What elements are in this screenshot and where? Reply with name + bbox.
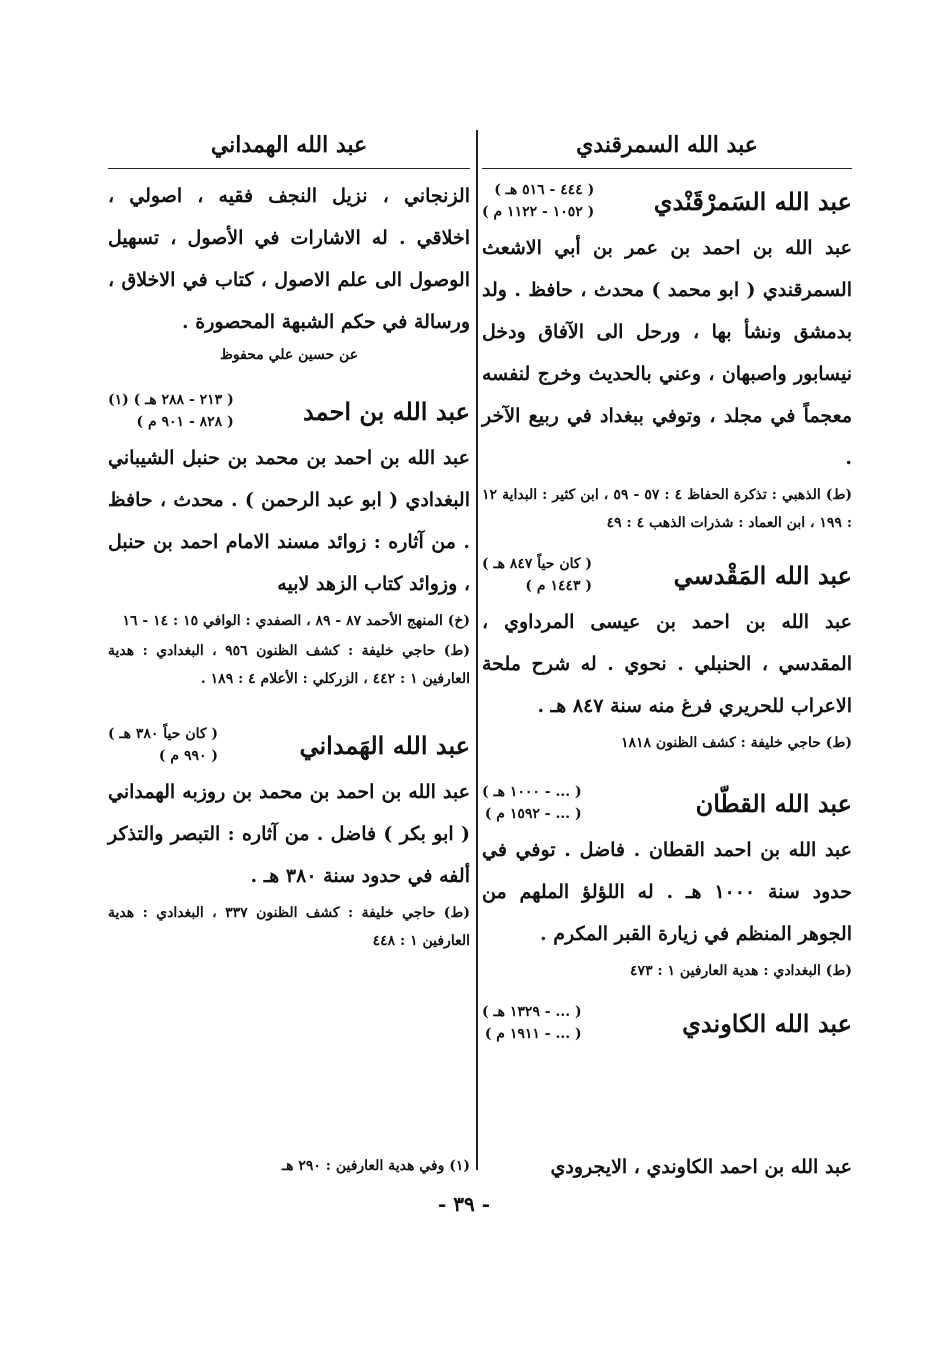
entry-dates: [482, 781, 582, 825]
entry-reference: (ط) حاجي خليفة : كشف الظنون ٣٣٧ ، البغدادي : هدية العارفين ١ : ٤٤٨: [108, 905, 470, 949]
dates-miladi: ( ١٠٥٢ - ١١٢٢ م ): [482, 204, 595, 220]
dates-miladi: ( ٩٩٠ م ): [158, 748, 219, 764]
dates-hijri: ( ٢١٣ - ٢٨٨ هـ ) (١): [108, 392, 234, 408]
entry-qattan: [482, 781, 852, 985]
entry-dates: [482, 179, 594, 223]
entry-kawandi: [482, 1001, 852, 1045]
entry-name: عبد الله الكاوندي: [682, 1008, 852, 1038]
entry-name: عبد الله القطّان: [695, 788, 852, 818]
entry-hamadani: [108, 723, 470, 955]
dates-miladi: ( ٨٢٨ - ٩٠١ م ): [136, 414, 234, 430]
continued-entry-text: عبد الله بن احمد الكاوندي ، الايجرودي: [550, 1156, 852, 1178]
running-head-right: عبد الله السمرقندي: [482, 122, 852, 169]
dates-hijri: ( كان حياً ٨٤٧ هـ ): [482, 556, 593, 572]
column-divider: [476, 130, 478, 1170]
footnote: (١) وفي هدية العارفين : ٢٩٠ هـ: [281, 1158, 470, 1174]
entry-name: عبد الله الهَمداني: [299, 730, 470, 760]
entry-dates: [482, 1001, 582, 1045]
entry-body: عبد الله بن احمد القطان . فاضل . توفي في حدود سنة ١٠٠٠ هـ . له اللؤلؤ الملهم من الجوهر المنظم في زيارة القبر المكرم .: [482, 839, 852, 945]
entry-reference: (ط) البغدادي : هدية العارفين ١ : ٤٧٣: [630, 963, 852, 979]
entry-name: عبد الله المَقْدسي: [673, 560, 852, 590]
entry-dates: [482, 553, 592, 597]
dates-miladi: ( ... - ١٩١١ م ): [484, 1026, 582, 1042]
dates-hijri: ( كان حياً ٣٨٠ هـ ): [108, 726, 219, 742]
entry-dates: [108, 723, 218, 767]
dates-miladi: ( ... - ١٥٩٢ م ): [484, 806, 582, 822]
continued-body: الزنجاني ، نزيل النجف فقيه ، اصولي ، اخلاقي . له الاشارات في الأصول ، تسهيل الوصول الى علم الاصول ، كتاب في الاخلاق ، ورسالة في حكم الشبهة المحصورة .: [108, 185, 470, 333]
entry-reference-manuscript: (خ) المنهج الأحمد ٨٧ - ٨٩ ، الصفدي : الوافي ١٥ : ١٤ - ١٦: [122, 613, 470, 629]
running-head-left: عبد الله الهمداني: [108, 122, 470, 169]
entry-maqdisi: [482, 553, 852, 757]
entry-dates: [108, 389, 234, 433]
entry-body: عبد الله بن احمد بن محمد بن حنبل الشيباني البغدادي ( ابو عبد الرحمن ) . محدث ، حافظ . من آثاره : زوائد مسند الامام احمد بن حنبل ، وزوائد كتاب الزهد لابيه: [108, 447, 470, 595]
page-number: - ٣٩ -: [437, 1192, 490, 1216]
entry-reference-printed: (ط) حاجي خليفة : كشف الظنون ٩٥٦ ، البغدادي : هدية العارفين ١ : ٤٤٢ ، الزركلي : الأعلام ٤ : ١٨٩ .: [108, 643, 470, 687]
contributor-byline: عن حسين علي محفوظ: [219, 347, 359, 363]
entry-body: عبد الله بن احمد بن عمر بن أبي الاشعث السمرقندي ( ابو محمد ) محدث ، حافظ . ولد بدمشق ونشأ بها ، ورحل الى الآفاق ودخل نيسابور واصبهان ، وعني بالحديث وخرج لنفسه معجماً في مجلد ، وتوفي ببغداد في ربيع الآخر .: [482, 237, 852, 469]
entry-samarqandi: [482, 179, 852, 537]
entry-name: عبد الله بن احمد: [303, 396, 470, 426]
entry-reference: (ط) الذهبي : تذكرة الحفاظ ٤ : ٥٧ - ٥٩ ، ابن كثير : البداية ١٢ : ١٩٩ ، ابن العماد : شذرات الذهب ٤ : ٤٩: [482, 487, 853, 531]
entry-ibn-ahmad: [108, 389, 470, 693]
entry-body: عبد الله بن احمد بن محمد بن روزبه الهمداني ( ابو بكر ) فاضل . من آثاره : التبصر والتذكر ألفه في حدود سنة ٣٨٠ هـ .: [108, 781, 470, 887]
entry-reference: (ط) حاجي خليفة : كشف الظنون ١٨١٨: [620, 735, 852, 751]
right-column: [482, 122, 852, 1049]
left-column: [108, 122, 470, 955]
dates-hijri: ( ٤٤٤ - ٥١٦ هـ ): [494, 182, 595, 198]
entry-body: عبد الله بن احمد بن عيسى المرداوي ، المقدسي ، الحنبلي . نحوي . له شرح ملحة الاعراب للحريري فرغ منه سنة ٨٤٧ هـ .: [482, 611, 852, 717]
entry-name: عبد الله السَمرْقَنْدي: [653, 186, 852, 216]
dates-hijri: ( ... - ١٣٢٩ هـ ): [482, 1004, 582, 1020]
dates-miladi: ( ١٤٤٣ م ): [525, 578, 593, 594]
dates-hijri: ( ... - ١٠٠٠ هـ ): [482, 784, 582, 800]
